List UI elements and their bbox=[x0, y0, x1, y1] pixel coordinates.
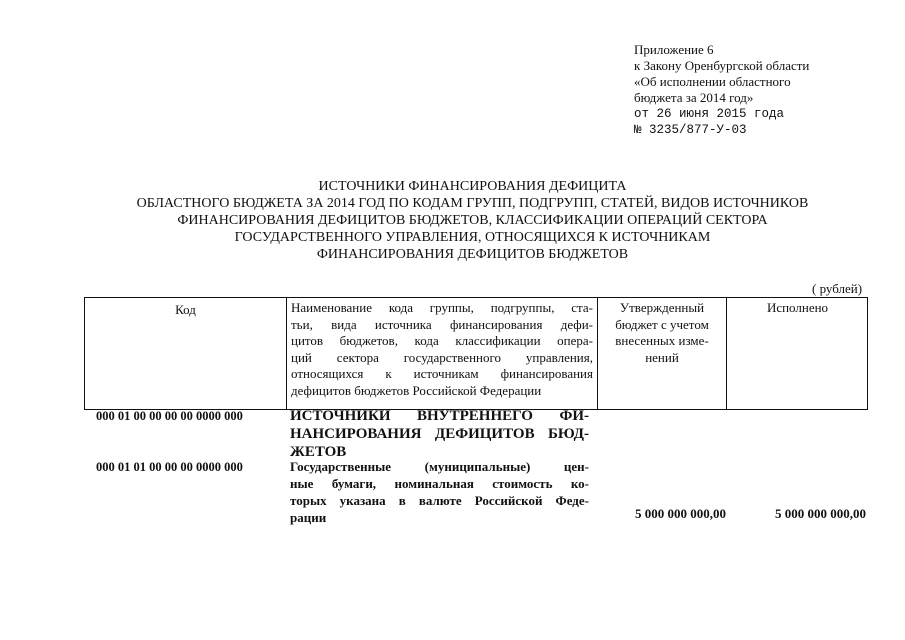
appendix-block bbox=[634, 42, 809, 138]
row-code: 000 01 01 00 00 00 0000 000 bbox=[96, 460, 243, 474]
row-name-line: Государственные (муниципальные) цен- bbox=[290, 459, 589, 474]
appendix-line: бюджета за 2014 год» bbox=[634, 90, 754, 105]
header-name bbox=[287, 298, 598, 409]
header-name-line: тьи, вида источника финансирования дефи- bbox=[291, 316, 593, 332]
header-approved-line: бюджет с учетом bbox=[615, 316, 709, 332]
row-name bbox=[290, 407, 589, 461]
row-name-line: ЖЕТОВ bbox=[290, 444, 347, 460]
header-approved-line: нений bbox=[645, 349, 679, 365]
header-code: Код bbox=[85, 298, 287, 409]
title-line: ОБЛАСТНОГО БЮДЖЕТА ЗА 2014 ГОД ПО КОДАМ ГРУПП, ПОДГРУПП, СТАТЕЙ, ВИДОВ ИСТОЧНИКОВ bbox=[136, 196, 809, 211]
header-name-line: цитов бюджетов, кода классификации опера- bbox=[291, 333, 593, 348]
row-approved-value: 5 000 000 000,00 bbox=[635, 506, 726, 521]
row-executed-value: 5 000 000 000,00 bbox=[775, 506, 866, 521]
title-line: ФИНАНСИРОВАНИЯ ДЕФИЦИТОВ БЮДЖЕТОВ bbox=[316, 247, 629, 262]
row-name bbox=[290, 458, 589, 526]
row-name-line: ные бумаги, номинальная стоимость ко- bbox=[290, 476, 589, 491]
header-executed: Исполнено bbox=[766, 300, 829, 315]
row-name-line: рации bbox=[290, 510, 327, 525]
row-code: 000 01 00 00 00 00 0000 000 bbox=[96, 409, 243, 423]
header-approved-line: Утвержденный bbox=[619, 300, 705, 315]
table-header bbox=[84, 297, 868, 410]
appendix-line: к Закону Оренбургской области bbox=[634, 58, 810, 73]
header-approved bbox=[598, 298, 727, 409]
document-title bbox=[90, 178, 855, 263]
header-name-line: Наименование кода группы, подгруппы, ста- bbox=[291, 300, 593, 315]
units-label: ( рублей) bbox=[812, 281, 863, 296]
title-line: ФИНАНСИРОВАНИЯ ДЕФИЦИТОВ БЮДЖЕТОВ, КЛАССИФИКАЦИИ ОПЕРАЦИЙ СЕКТОРА bbox=[177, 213, 768, 228]
header-name-line: дефицитов бюджетов Российской Федерации bbox=[291, 382, 542, 398]
title-line: ГОСУДАРСТВЕННОГО УПРАВЛЕНИЯ, ОТНОСЯЩИХСЯ К ИСТОЧНИКАМ bbox=[234, 230, 711, 245]
row-name-line: торых указана в валюте Российской Феде- bbox=[290, 493, 589, 508]
title-line: ИСТОЧНИКИ ФИНАНСИРОВАНИЯ ДЕФИЦИТА bbox=[318, 179, 627, 194]
header-approved-line: внесенных изме- bbox=[615, 333, 709, 348]
row-name-line: ИСТОЧНИКИ ВНУТРЕННЕГО ФИ- bbox=[290, 408, 589, 424]
appendix-line: «Об исполнении областного bbox=[634, 74, 791, 89]
appendix-line: Приложение 6 bbox=[634, 42, 714, 57]
header-name-line: ций сектора государственного управления, bbox=[291, 349, 593, 365]
appendix-number: № 3235/877-У-03 bbox=[634, 123, 747, 137]
row-name-line: НАНСИРОВАНИЯ ДЕФИЦИТОВ БЮД- bbox=[290, 426, 589, 442]
appendix-date: от 26 июня 2015 года bbox=[634, 107, 785, 121]
header-name-line: относящихся к источникам финансирования bbox=[291, 366, 593, 381]
